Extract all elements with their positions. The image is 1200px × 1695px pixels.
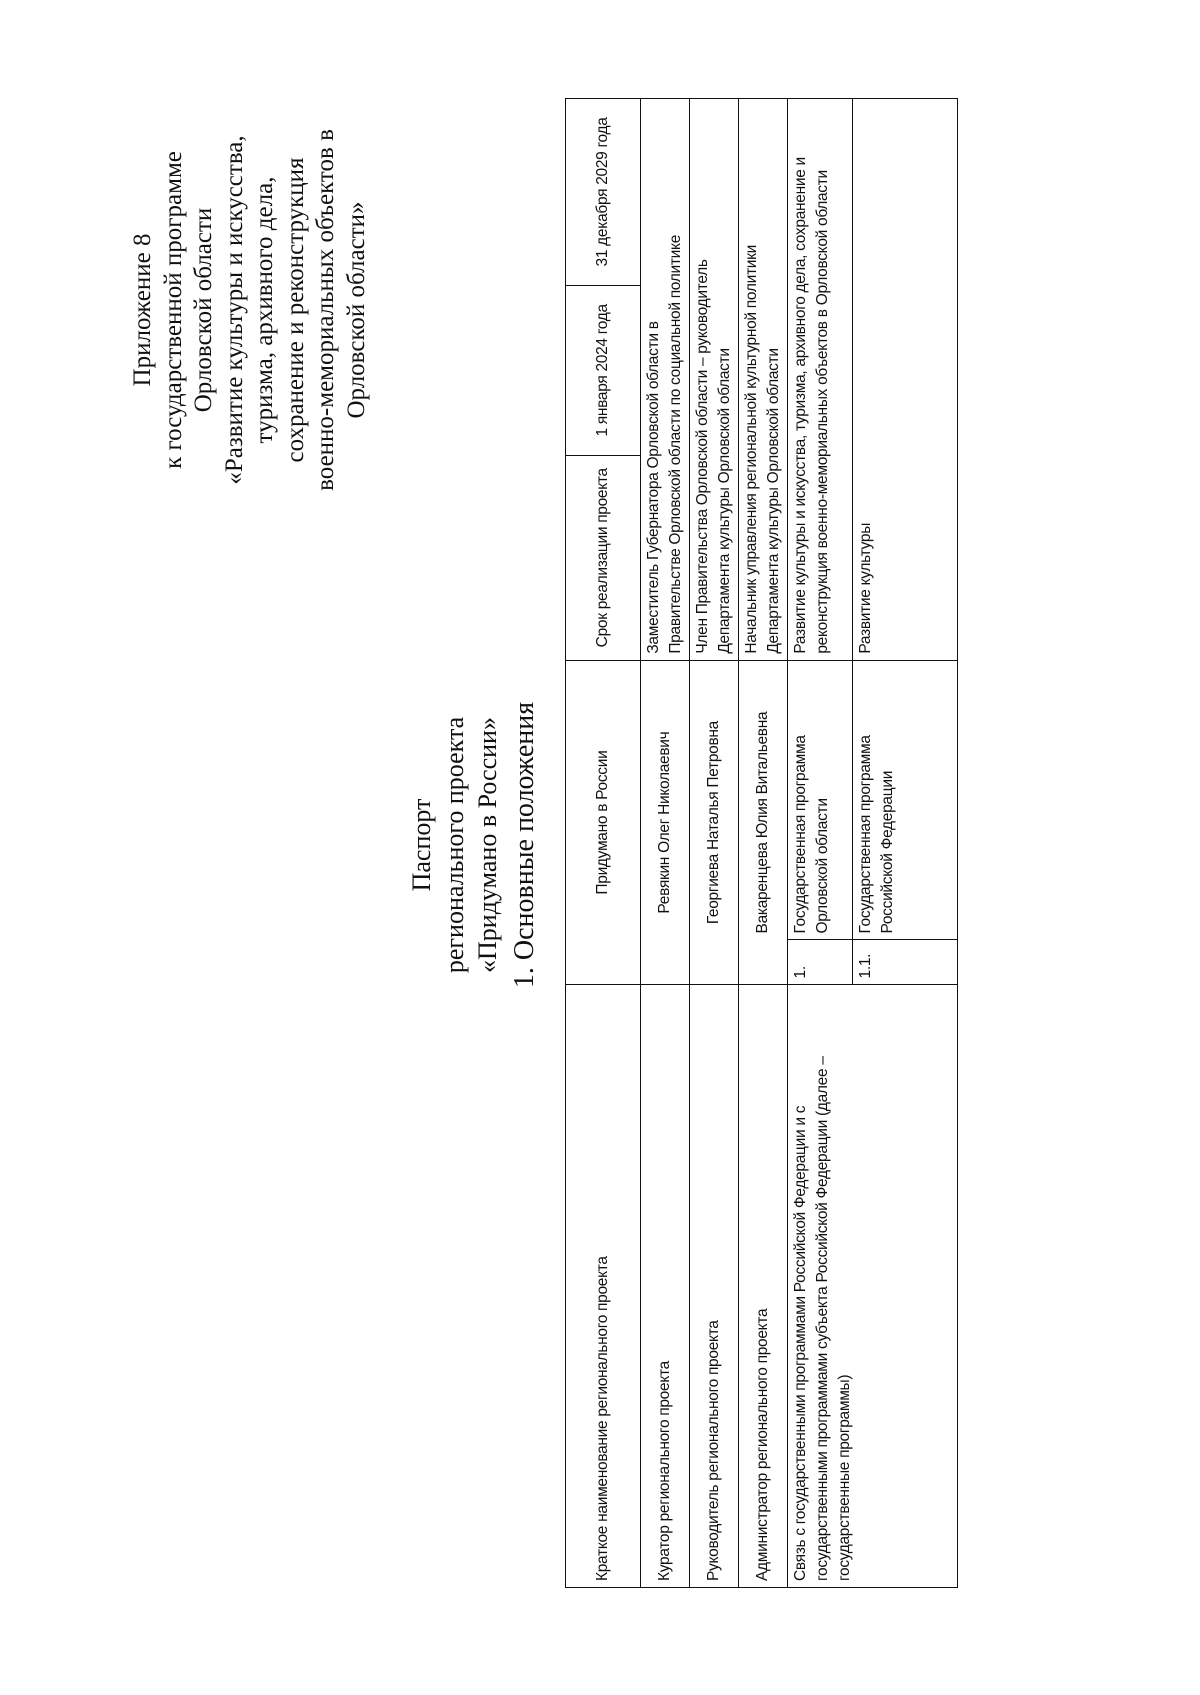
table-row <box>788 99 853 1588</box>
program-number: 1.1. <box>853 940 958 985</box>
program-number: 1. <box>788 940 853 985</box>
appendix-line: «Развитие культуры и искусства, <box>220 135 248 485</box>
head-label: Руководитель регионального проекта <box>690 985 739 1588</box>
period-label: Срок реализации проекта <box>566 455 641 660</box>
table-row <box>739 99 788 1588</box>
appendix-line: туризма, архивного дела, <box>251 176 278 444</box>
program-type: Государственная программа Орловской области <box>788 660 853 940</box>
table-row <box>566 99 641 1588</box>
program-name: Развитие культуры и искусства, туризма, архивного дела, сохранение и реконструкция военно-мемориальных объектов в Орловской области <box>788 99 853 661</box>
passport-table <box>565 98 958 1588</box>
title-line: регионального проекта <box>440 716 469 974</box>
program-link-label: Связь с государственными программами Российской Федерации и с государственными программами субъекта Российской Федерации (далее – государственные программы) <box>788 985 958 1588</box>
head-position: Член Правительства Орловской области – руководитель Департамента культуры Орловской области <box>690 99 739 661</box>
appendix-line: сохранение и реконструкция <box>281 157 309 463</box>
appendix-line: Орловской области» <box>342 201 370 419</box>
head-name: Георгиева Наталья Петровна <box>690 660 739 985</box>
appendix-line: к государственной программе <box>159 151 187 469</box>
program-name: Развитие культуры <box>853 99 958 661</box>
admin-position: Начальник управления региональной культурной политики Департамента культуры Орловской области <box>739 99 788 661</box>
title-line: «Придумано в России» <box>473 717 502 973</box>
title-line: Паспорт <box>407 798 436 892</box>
appendix-line: Орловской области <box>190 207 217 413</box>
curator-position: Заместитель Губернатора Орловской области в Правительстве Орловской области по социальной политике <box>641 99 690 661</box>
short-name-value: Придумано в России <box>566 660 641 985</box>
curator-name: Ревякин Олег Николаевич <box>641 660 690 985</box>
document-title <box>405 575 504 1115</box>
appendix-line: военно-мемориальных объектов в <box>312 129 339 491</box>
appendix-line: Приложение 8 <box>129 233 156 387</box>
period-start: 1 января 2024 года <box>566 285 641 455</box>
admin-label: Администратор регионального проекта <box>739 985 788 1588</box>
table-row <box>690 99 739 1588</box>
appendix-header <box>128 115 372 505</box>
curator-label: Куратор регионального проекта <box>641 985 690 1588</box>
table-row <box>641 99 690 1588</box>
admin-name: Вакаренцева Юлия Витальевна <box>739 660 788 985</box>
section-heading: 1. Основные положения <box>509 701 540 989</box>
program-type: Государственная программа Российской Федерации <box>853 660 958 940</box>
period-end: 31 декабря 2029 года <box>566 99 641 286</box>
short-name-label: Краткое наименование регионального проекта <box>566 985 641 1588</box>
